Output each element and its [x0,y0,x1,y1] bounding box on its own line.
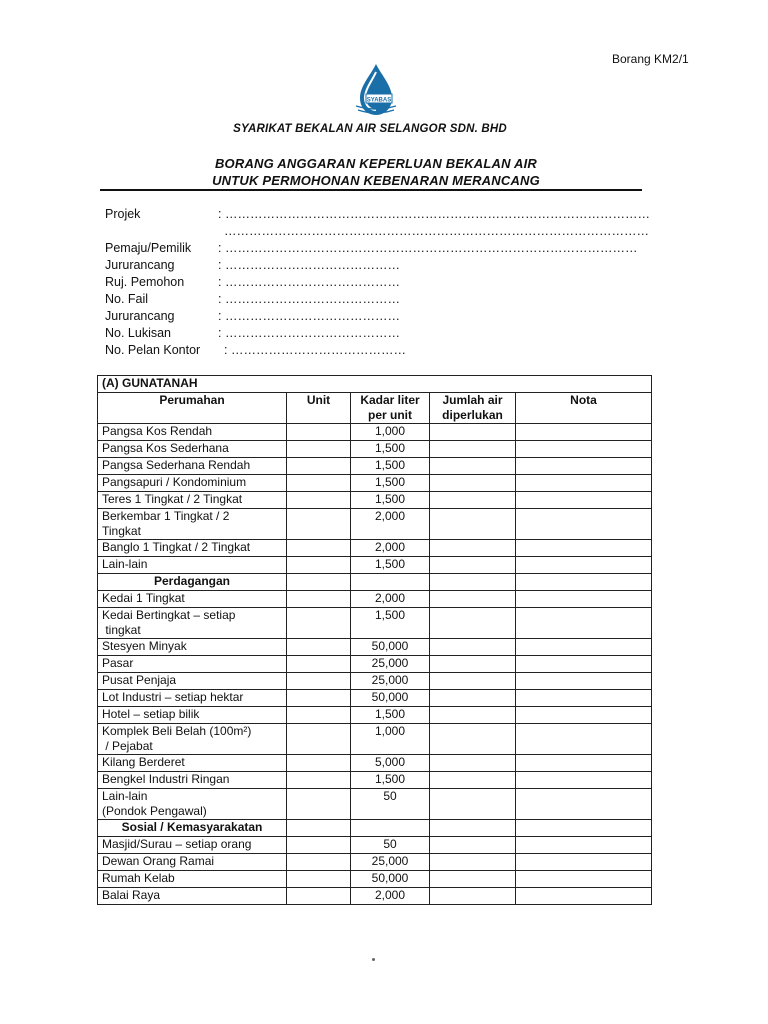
unit-cell[interactable] [287,707,351,724]
total-cell[interactable] [430,724,516,755]
item-name [98,755,287,772]
page-dot [372,958,375,961]
rate-cell: 50,000 [351,690,430,707]
note-cell[interactable] [516,724,652,755]
rate-cell: 25,000 [351,656,430,673]
unit-cell[interactable] [287,656,351,673]
header-nota: Nota [516,393,652,424]
item-name [98,639,287,656]
total-cell[interactable] [430,557,516,574]
note-cell[interactable] [516,755,652,772]
item-name [98,837,287,854]
rate-cell: 50 [351,789,430,820]
info-label: Projek [105,207,141,221]
total-cell[interactable] [430,673,516,690]
subheader-empty-cell [351,820,430,837]
unit-cell[interactable] [287,639,351,656]
note-cell[interactable] [516,789,652,820]
table-row [98,673,652,690]
info-row-projek-cont [105,223,649,240]
info-value[interactable]: : …………………………………… [218,275,400,289]
rate-cell: 2,000 [351,509,430,540]
unit-cell[interactable] [287,557,351,574]
item-name [98,888,287,905]
item-name-text: Kedai Bertingkat – setiap [102,608,236,622]
info-label: Jururancang [105,309,175,323]
unit-cell[interactable] [287,789,351,820]
note-cell[interactable] [516,837,652,854]
total-cell[interactable] [430,458,516,475]
unit-cell[interactable] [287,492,351,509]
item-name [98,656,287,673]
subheader-empty-cell [516,820,652,837]
unit-cell[interactable] [287,509,351,540]
item-name [98,540,287,557]
header-jumlah-a: Jumlah air [442,393,503,407]
item-name [98,608,287,639]
total-cell[interactable] [430,690,516,707]
info-row-no-pelan-kontor [105,342,645,359]
item-name-text-cont: / Pejabat [102,739,153,753]
note-cell[interactable] [516,707,652,724]
info-fields [105,206,650,359]
item-name-text: Lot Industri – setiap hektar [102,690,244,704]
item-name [98,707,287,724]
info-row-projek [105,206,650,223]
note-cell[interactable] [516,690,652,707]
rate-cell: 1,500 [351,557,430,574]
table-row [98,854,652,871]
table-row [98,509,652,540]
item-name-text: Kedai 1 Tingkat [102,591,185,605]
item-name-text: Pusat Penjaja [102,673,177,687]
form-title [0,155,752,189]
table-row [98,458,652,475]
unit-cell[interactable] [287,724,351,755]
total-cell[interactable] [430,608,516,639]
item-name [98,458,287,475]
item-name-text: Pangsa Kos Sederhana [102,441,229,455]
info-label: No. Fail [105,292,149,306]
unit-cell[interactable] [287,458,351,475]
note-cell[interactable] [516,854,652,871]
total-cell[interactable] [430,837,516,854]
rate-cell: 1,500 [351,707,430,724]
table-row [98,755,652,772]
header-kadar-a: Kadar liter [360,393,420,407]
info-value[interactable]: : ………………………………………………………………………………………… [218,207,650,221]
note-cell[interactable] [516,871,652,888]
item-name [98,789,287,820]
unit-cell[interactable] [287,690,351,707]
header-unit: Unit [287,393,351,424]
note-cell[interactable] [516,540,652,557]
item-name-text: Bengkel Industri Ringan [102,772,230,786]
total-cell[interactable] [430,755,516,772]
item-name [98,557,287,574]
unit-cell[interactable] [287,540,351,557]
info-label: Pemaju/Pemilik [105,241,192,255]
rate-cell: 1,500 [351,608,430,639]
rate-cell: 1,000 [351,724,430,755]
info-value[interactable]: : …………………………………… [218,258,400,272]
table-row [98,475,652,492]
info-row-no-lukisan [105,325,645,342]
item-name-text: Kilang Berderet [102,755,185,769]
total-cell[interactable] [430,656,516,673]
info-value[interactable]: : ……………………………………………………………………………………… [218,241,638,255]
table-header-row [98,393,652,424]
total-cell[interactable] [430,424,516,441]
unit-cell[interactable] [287,854,351,871]
subheader-empty-cell [351,574,430,591]
table-subheader-row [98,574,652,591]
note-cell[interactable] [516,509,652,540]
info-row-no-fail [105,291,645,308]
table-row [98,837,652,854]
title-divider [100,189,642,191]
logo-text: SYABAS [366,97,392,104]
subheader-title: Perdagangan [98,574,287,591]
table-row [98,724,652,755]
syabas-logo-icon [348,62,404,118]
item-name [98,772,287,789]
unit-cell[interactable] [287,608,351,639]
rate-cell: 1,000 [351,424,430,441]
subheader-empty-cell [287,574,351,591]
info-value[interactable]: : …………………………………… [218,309,400,323]
total-cell[interactable] [430,888,516,905]
rate-cell: 1,500 [351,475,430,492]
company-name: SYARIKAT BEKALAN AIR SELANGOR SDN. BHD [233,123,507,135]
table-row [98,871,652,888]
rate-cell: 25,000 [351,854,430,871]
subheader-empty-cell [287,820,351,837]
info-value[interactable]: : …………………………………… [218,326,400,340]
rate-cell: 1,500 [351,441,430,458]
section-title: (A) GUNATANAH [98,376,652,393]
table-row [98,424,652,441]
info-row-ruj-pemohon [105,274,645,291]
note-cell[interactable] [516,656,652,673]
table-row [98,656,652,673]
item-name-text-cont: Tingkat [102,524,141,538]
note-cell[interactable] [516,673,652,690]
item-name [98,673,287,690]
unit-cell[interactable] [287,871,351,888]
item-name-text: Berkembar 1 Tingkat / 2 [102,509,230,523]
total-cell[interactable] [430,509,516,540]
item-name-text: Pasar [102,656,134,670]
item-name-text: Pangsa Kos Rendah [102,424,213,438]
form-code: Borang KM2/1 [612,52,689,66]
note-cell[interactable] [516,441,652,458]
total-cell[interactable] [430,789,516,820]
unit-cell[interactable] [287,673,351,690]
table-row [98,888,652,905]
rate-cell: 1,500 [351,772,430,789]
item-name-text: Lain-lain [102,557,148,571]
item-name-text: Masjid/Surau – setiap orang [102,837,252,851]
subheader-title: Sosial / Kemasyarakatan [98,820,287,837]
unit-cell[interactable] [287,888,351,905]
item-name-text: Lain-lain [102,789,148,803]
item-name-text: Pangsapuri / Kondominium [102,475,247,489]
item-name-text-cont: (Pondok Pengawal) [102,804,207,818]
info-value[interactable]: : …………………………………… [218,292,400,306]
info-row-jururancang [105,257,645,274]
form-title-line2: UNTUK PERMOHONAN KEBENARAN MERANCANG [212,173,540,188]
item-name-text: Teres 1 Tingkat / 2 Tingkat [102,492,243,506]
item-name-text: Komplek Beli Belah (100m²) [102,724,252,738]
total-cell[interactable] [430,492,516,509]
total-cell[interactable] [430,591,516,608]
table-row [98,639,652,656]
item-name [98,854,287,871]
info-label: No. Lukisan [105,326,172,340]
note-cell[interactable] [516,608,652,639]
total-cell[interactable] [430,772,516,789]
table-row [98,690,652,707]
table-row [98,707,652,724]
item-name [98,509,287,540]
info-row-jururancang-2 [105,308,645,325]
item-name [98,724,287,755]
rate-cell: 50,000 [351,871,430,888]
note-cell[interactable] [516,458,652,475]
table-row [98,557,652,574]
note-cell[interactable] [516,772,652,789]
rate-cell: 50 [351,837,430,854]
table-row [98,772,652,789]
header-jumlah-b: diperlukan [442,408,503,422]
total-cell[interactable] [430,871,516,888]
table-row [98,789,652,820]
unit-cell[interactable] [287,424,351,441]
table-row [98,441,652,458]
header-jumlah-air [430,393,516,424]
unit-cell[interactable] [287,772,351,789]
item-name-text-cont: tingkat [102,623,141,637]
info-value[interactable]: : …………………………………… [224,343,406,357]
header-perumahan: Perumahan [98,393,287,424]
unit-cell[interactable] [287,441,351,458]
rate-cell: 25,000 [351,673,430,690]
rate-cell: 2,000 [351,888,430,905]
total-cell[interactable] [430,639,516,656]
rate-cell: 2,000 [351,540,430,557]
note-cell[interactable] [516,424,652,441]
table-section-row [98,376,652,393]
item-name-text: Dewan Orang Ramai [102,854,215,868]
item-name [98,424,287,441]
subheader-empty-cell [430,574,516,591]
item-name [98,475,287,492]
item-name [98,441,287,458]
rate-cell: 5,000 [351,755,430,772]
rate-cell: 2,000 [351,591,430,608]
subheader-empty-cell [516,574,652,591]
note-cell[interactable] [516,888,652,905]
rate-cell: 1,500 [351,458,430,475]
info-label: Jururancang [105,258,175,272]
unit-cell[interactable] [287,475,351,492]
header-kadar-b: per unit [368,408,412,422]
subheader-empty-cell [430,820,516,837]
rate-cell: 1,500 [351,492,430,509]
unit-cell[interactable] [287,837,351,854]
item-name-text: Balai Raya [102,888,161,902]
note-cell[interactable] [516,557,652,574]
item-name-text: Banglo 1 Tingkat / 2 Tingkat [102,540,251,554]
total-cell[interactable] [430,475,516,492]
item-name-text: Hotel – setiap bilik [102,707,200,721]
info-label: No. Pelan Kontor [105,343,201,357]
unit-cell[interactable] [287,755,351,772]
table-subheader-row [98,820,652,837]
info-label: Ruj. Pemohon [105,275,185,289]
land-use-table [97,375,652,905]
total-cell[interactable] [430,441,516,458]
note-cell[interactable] [516,475,652,492]
item-name [98,492,287,509]
total-cell[interactable] [430,540,516,557]
table-row [98,608,652,639]
unit-cell[interactable] [287,591,351,608]
item-name [98,690,287,707]
table-row [98,591,652,608]
note-cell[interactable] [516,639,652,656]
info-row-pemaju [105,240,645,257]
note-cell[interactable] [516,492,652,509]
info-value[interactable]: ………………………………………………………………………………………… [224,224,649,238]
item-name-text: Pangsa Sederhana Rendah [102,458,251,472]
header-kadar-liter [351,393,430,424]
table-row [98,492,652,509]
total-cell[interactable] [430,707,516,724]
note-cell[interactable] [516,591,652,608]
rate-cell: 50,000 [351,639,430,656]
item-name-text: Rumah Kelab [102,871,175,885]
total-cell[interactable] [430,854,516,871]
table-row [98,540,652,557]
item-name [98,591,287,608]
item-name-text: Stesyen Minyak [102,639,187,653]
item-name [98,871,287,888]
form-title-line1: BORANG ANGGARAN KEPERLUAN BEKALAN AIR [214,156,538,171]
